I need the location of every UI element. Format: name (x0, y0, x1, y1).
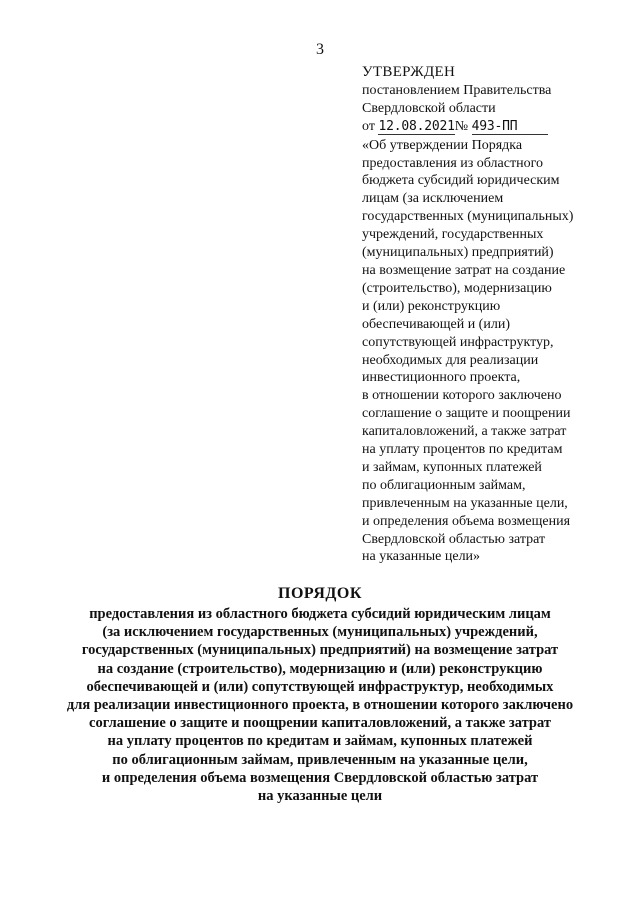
approval-title-line: привлеченным на указанные цели, (362, 495, 568, 511)
order-title-line: на создание (строительство), модернизацию и (или) реконструкцию (97, 660, 543, 677)
approval-title (362, 137, 632, 567)
page-number: 3 (316, 41, 324, 58)
order-title-line: соглашение о защите и поощрении капиталовложений, а также затрат (89, 715, 551, 732)
approval-date-line (362, 118, 632, 136)
approval-line-2: Свердловской области (362, 100, 496, 116)
approval-title-line: инвестиционного проекта, (362, 370, 521, 386)
approval-date: 12.08.2021 (378, 118, 455, 134)
approval-title-line: в отношении которого заключено (362, 388, 562, 404)
approval-title-line: «Об утверждении Порядка (362, 137, 523, 153)
date-prefix: от (362, 118, 375, 134)
order-title-line: по облигационным займам, привлеченным на указанные цели, (112, 751, 528, 768)
approval-title-line: необходимых для реализации (362, 352, 539, 368)
approval-title-line: на указанные цели» (362, 549, 481, 565)
approval-title-line: и определения объема возмещения (362, 513, 571, 529)
approval-title-line: и (или) реконструкцию (362, 298, 501, 314)
approval-title-line: государственных (муниципальных) (362, 209, 574, 225)
approval-title-line: Свердловской областью затрат (362, 531, 546, 547)
order-block (0, 584, 640, 805)
approval-number: 493-ПП (472, 119, 548, 135)
approval-title-line: лицам (за исключением (362, 191, 504, 207)
approval-title-line: соглашение о защите и поощрении (362, 406, 571, 422)
order-title-line: на указанные цели (257, 788, 383, 805)
approval-title-line: обеспечивающей и (или) (362, 316, 510, 332)
order-title-line: обеспечивающей и (или) сопутствующей инфраструктур, необходимых (86, 678, 554, 695)
approval-title-line: бюджета субсидий юридическим (362, 173, 560, 189)
order-title-line: и определения объема возмещения Свердловской областью затрат (101, 769, 539, 786)
approval-title-line: (строительство), модернизацию (362, 280, 552, 296)
order-title-line: для реализации инвестиционного проекта, в отношении которого заключено (66, 697, 574, 714)
approval-title-line: капиталовложений, а также затрат (362, 424, 567, 440)
order-title-line: на уплату процентов по кредитам и займам, купонных платежей (107, 733, 533, 750)
approval-title-line: (муниципальных) предприятий) (362, 245, 554, 261)
approval-title-line: по облигационным займам, (362, 477, 526, 493)
order-title-line: (за исключением государственных (муниципальных) учреждений, (102, 624, 538, 641)
approval-title-line: предоставления из областного (362, 155, 543, 171)
order-title-line: предоставления из областного бюджета субсидий юридическим лицам (89, 606, 551, 622)
approval-title-line: на уплату процентов по кредитам (362, 442, 563, 458)
approval-line-1: постановлением Правительства (362, 82, 552, 98)
approval-title-line: на возмещение затрат на создание (362, 262, 566, 278)
approval-title-line: сопутствующей инфраструктур, (362, 334, 554, 350)
approval-title-line: и займам, купонных платежей (362, 459, 542, 475)
order-title-line: государственных (муниципальных) предприятий) на возмещение затрат (81, 642, 559, 659)
number-sign: № (454, 118, 469, 134)
approval-block (362, 64, 632, 566)
approval-title-line: учреждений, государственных (362, 227, 544, 243)
order-heading: ПОРЯДОК (278, 585, 362, 602)
approval-stamp: УТВЕРЖДЕН (362, 64, 456, 80)
